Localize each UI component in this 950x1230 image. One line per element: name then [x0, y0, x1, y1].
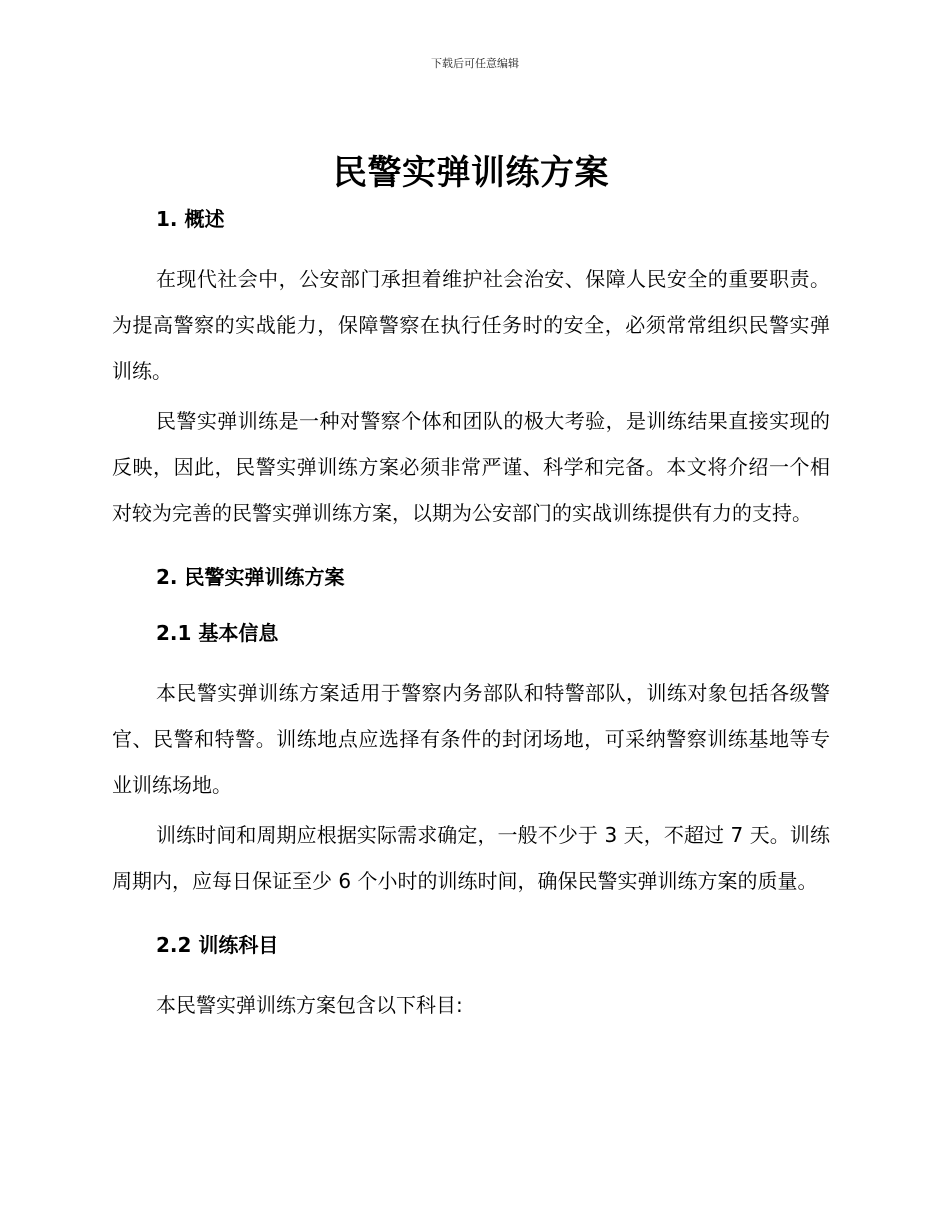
- paragraph: 民警实弹训练是一种对警察个体和团队的极大考验，是训练结果直接实现的反映，因此，民警实弹训练方案必须非常严谨、科学和完备。本文将介绍一个相对较为完善的民警实弹训练方案，以期为公安部门的实战训练提供有力的支持。: [112, 409, 830, 525]
- paragraph: 本民警实弹训练方案适用于警察内务部队和特警部队，训练对象包括各级警官、民警和特警。训练地点应选择有条件的封闭场地，可采纳警察训练基地等专业训练场地。: [112, 681, 830, 797]
- page-header-note: 下载后可任意编辑: [431, 57, 519, 70]
- paragraph: 本民警实弹训练方案包含以下科目:: [156, 993, 463, 1017]
- section-heading-basic-info: 2.1 基本信息: [156, 621, 279, 645]
- section-heading-training-subjects: 2.2 训练科目: [156, 933, 279, 957]
- paragraph: 训练时间和周期应根据实际需求确定，一般不少于 3 天，不超过 7 天。训练周期内，应每日保证至少 6 个小时的训练时间，确保民警实弹训练方案的质量。: [112, 823, 830, 893]
- document-title: 民警实弹训练方案: [333, 153, 609, 193]
- paragraph: 在现代社会中，公安部门承担着维护社会治安、保障人民安全的重要职责。为提高警察的实战能力，保障警察在执行任务时的安全，必须常常组织民警实弹训练。: [112, 267, 830, 383]
- document-body: [112, 150, 830, 1028]
- section-heading-plan: 2. 民警实弹训练方案: [156, 565, 345, 589]
- section-heading-overview: 1. 概述: [156, 207, 225, 231]
